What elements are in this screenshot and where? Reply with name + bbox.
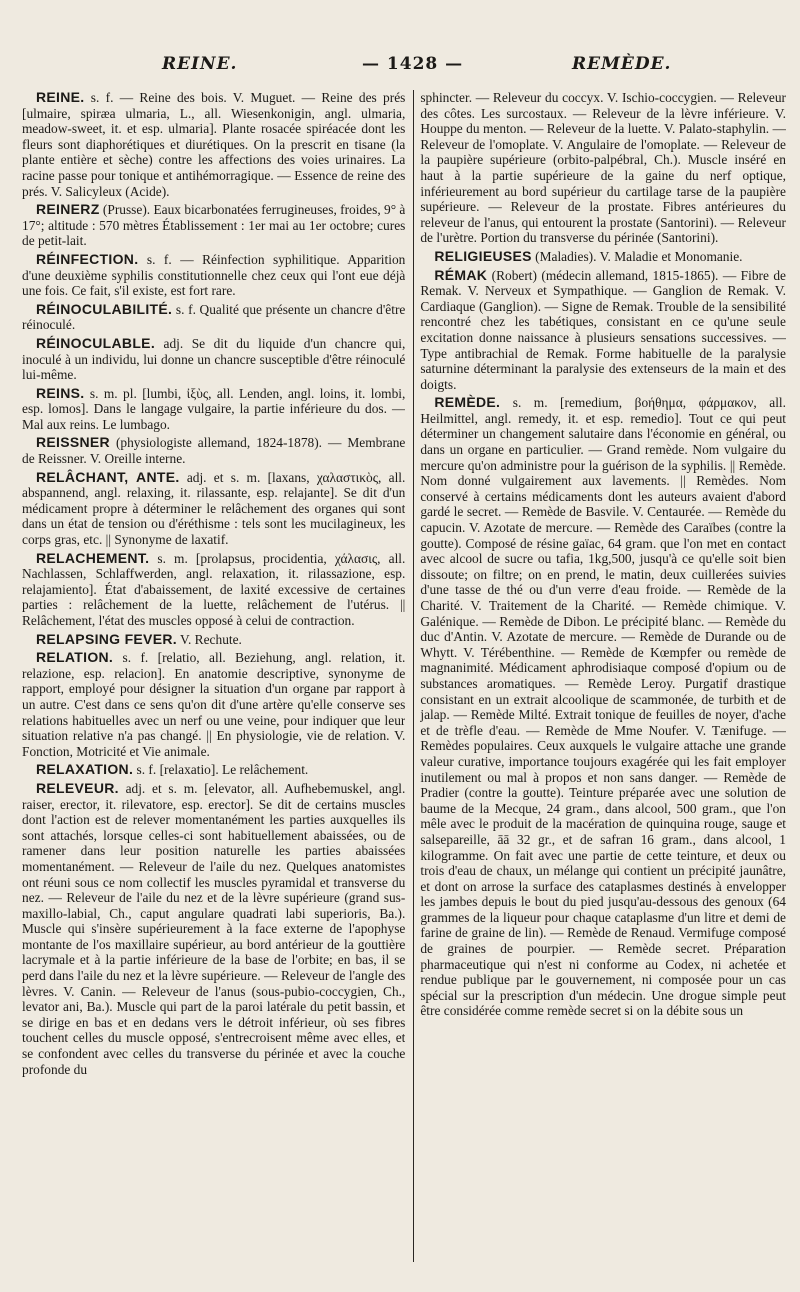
entry-text: s. f. — Réinfection syphilitique. Apparition d'une deuxième syphilis constitutionnelle chez ceux qui l'ont eue déjà une fois. Ce fait, s'il existe, est fort rare. bbox=[22, 251, 406, 299]
dictionary-entry bbox=[22, 650, 405, 759]
entry-headword: RELATION. bbox=[36, 649, 114, 666]
dictionary-entry bbox=[420, 395, 786, 1019]
entry-text: (Robert) (médecin allemand, 1815-1865). — Fibre de Remak. V. Nerveux et Sympathique. — Ganglion de Remak. V. Cardiaque (Ganglion). — Signe de Remak. Trouble de la sensibilité rencontré chez les tabétiques, consistant en ce qu'une seule excitation donne naissance à plusieurs sensations successives. — Type antibrachial de Remak. Forme habituelle de la paralysie saturnine déterminant la paralysie des extenseurs de la main et des doigts. bbox=[420, 267, 786, 392]
left-column bbox=[22, 90, 405, 1262]
dictionary-entry bbox=[22, 336, 405, 383]
entry-headword: RÉINOCULABILITÉ. bbox=[36, 300, 173, 317]
header-left-word: REINE. bbox=[162, 54, 238, 74]
entry-text: adj. Se dit du liquide d'un chancre qui, inoculé à un individu, lui donne un chancre susceptible d'être réinoculé lui-même. bbox=[22, 335, 406, 383]
dictionary-entry bbox=[22, 252, 405, 299]
entry-headword: REINERZ bbox=[36, 201, 100, 218]
entry-headword: RELIGIEUSES bbox=[434, 247, 532, 264]
entry-headword: REINS. bbox=[36, 384, 85, 401]
entry-text: sphincter. — Releveur du coccyx. V. Ischio-coccygien. — Releveur des côtes. Les surcostaux. — Releveur de la lèvre inférieure. V. Houppe du menton. — Releveur de la luette. V. Palato-staphylin. — Releveur de l'omoplate. V. Angulaire de l'omoplate. — Releveur de la paupière supérieure (orbito-palpébral, Ch.). Muscle inséré en haut à la partie supérieure de la gaine du nerf optique, inférieurement au bord supérieur du cartilage tarse de la paupière supérieure. — Releveur de la prostate. Fibres antérieures du releveur de l'anus, qui entourent la prostate (Santorini). — Releveur de l'urètre. Portion du transverse du périnée (Santorini). bbox=[420, 90, 786, 246]
dictionary-entry bbox=[22, 435, 405, 466]
entry-headword: RELEVEUR. bbox=[36, 779, 119, 796]
dictionary-entry bbox=[22, 762, 405, 778]
dictionary-entry bbox=[22, 551, 405, 629]
dictionary-entry bbox=[22, 781, 405, 1077]
entry-text: s. m. pl. [lumbi, ἰξὺς, all. Lenden, angl. loins, it. lombi, esp. lomos]. Dans le langage vulgaire, la partie inférieure du dos. — Mal aux reins. Le lumbago. bbox=[22, 385, 406, 432]
dictionary-entry bbox=[22, 386, 405, 433]
entry-text: s. f. — Reine des bois. V. Muguet. — Reine des prés [ulmaire, spiræa ulmaria, L., all. Wiesenkonigin, angl. ulmaria, meadow-sweet, it. et esp. ulmaria]. Plante rosacée spiréacée dont les fleurs sont diaphorétiques et diurétiques. On la prescrit en tisane (la plante entière et sèche) contre les affections des voies urinaires. La racine passe pour tonique et antihémorragique. — Essence de reine des prés. V. Salicyleux (Acide). bbox=[22, 90, 406, 199]
entry-headword: REINE. bbox=[36, 90, 85, 105]
dictionary-entry bbox=[22, 302, 405, 333]
entry-text: adj. et s. m. [elevator, all. Aufhebemuskel, angl. raiser, erector, it. rilevatore, esp. erector]. Se dit de certains muscles dont l'action est de relever momentanément les parties auxquelles ils sont attachés, lorsque celles-ci sont habituellement abaissées, ou de ramener dans leur position naturelle les parties abaissées momentanément. — Releveur de l'aile du nez. Quelques anatomistes ont réuni sous ce nom collectif les muscles pyramidal et transverse du nez. — Releveur de l'aile du nez et de la lèvre supérieure (grand sus-maxillo-labial, Ch., caput angulare quadrati labi superioris, Ba.). Muscle qui s'insère supérieurement à la face externe de l'apophyse montante de l'os maxillaire supérieur, au bord antérieur de la gouttière lacrymale et à la partie inférieure de la base de l'orbite; en bas, il se perd dans l'aile du nez et la lèvre supérieure. — Releveur de l'angle des lèvres. V. Canin. — Releveur de l'anus (sous-pubio-coccygien, Ch., levator ani, Ba.). Muscle qui part de la paroi latérale du petit bassin, et se dirige en bas et en dedans vers le détroit inférieur, où ses fibres touchent celles du muscle opposé, s'entrecroisent même avec elles, et se confondent avec celles du transverse du périnée et avec la couche profonde du bbox=[22, 780, 406, 1077]
dictionary-entry bbox=[22, 202, 405, 249]
entry-headword: REISSNER bbox=[36, 434, 110, 451]
dictionary-entry bbox=[420, 268, 786, 393]
entry-text: adj. et s. m. [laxans, χαλαστικὸς, all. abspannend, angl. relaxing, it. rilassante, esp. relajante]. Se dit d'un médicament propre à déterminer le relâchement des organes qui sont dans un état de tension ou d'éréthisme : tels sont les mucilagineux, les corps gras, etc. || Synonyme de laxatif. bbox=[22, 469, 406, 548]
entry-text: (physiologiste allemand, 1824-1878). — Membrane de Reissner. V. Oreille interne. bbox=[22, 435, 406, 467]
entry-headword: RÉINFECTION. bbox=[36, 250, 139, 267]
entry-text: s. f. [relatio, all. Beziehung, angl. relation, it. relazione, esp. relacion]. En anatomie descriptive, synonyme de rapport, employé pour désigner la situation d'un organe par rapport à un autre. C'est dans ce sens qu'on dit d'une artère qu'elle conserve ses relations habituelles avec un nerf ou une veine, pour indiquer que leur situation relative n'a pas changé. || En physiologie, vie de relation. V. Fonction, Motricité et Vie animale. bbox=[22, 650, 406, 759]
entry-text: s. f. [relaxatio]. Le relâchement. bbox=[133, 762, 309, 778]
entry-headword: RELAXATION. bbox=[36, 761, 134, 778]
header-right-word: REMÈDE. bbox=[572, 54, 672, 74]
entry-headword: RELÂCHANT, ANTE. bbox=[36, 468, 180, 485]
entry-text: V. Rechute. bbox=[176, 631, 242, 647]
entry-headword: RELAPSING FEVER. bbox=[36, 630, 177, 647]
entry-text: s. m. [prolapsus, procidentia, χάλασις, all. Nachlassen, Schlaffwerden, angl. relaxation, it. rilassazione, esp. relajamiento]. État d'abaissement, de laxité excessive de certaines parties : relâchement de la luette, relâchement de l'utérus. || Relâchement, l'état des muscles opposé à celui de contraction. bbox=[22, 550, 406, 628]
right-column bbox=[420, 90, 786, 1262]
entry-text: (Maladies). V. Maladie et Monomanie. bbox=[531, 248, 743, 264]
dictionary-entry bbox=[22, 90, 405, 199]
dictionary-entry bbox=[22, 632, 405, 648]
dictionary-entry bbox=[420, 249, 786, 265]
entry-text: s. f. Qualité que présente un chancre d'être réinoculé. bbox=[22, 301, 406, 333]
entry-headword: RÉINOCULABLE. bbox=[36, 334, 156, 351]
entry-headword: RELACHEMENT. bbox=[36, 549, 150, 566]
column-divider bbox=[413, 90, 414, 1262]
dictionary-entry bbox=[22, 470, 405, 548]
running-header bbox=[22, 54, 786, 84]
entry-headword: REMÈDE. bbox=[434, 394, 501, 411]
entry-text: s. m. [remedium, βοήθημα, φάρμακον, all. Heilmittel, angl. remedy, it. et esp. remedio]. Tout ce qui peut déterminer un changement salutaire dans l'économie en général, ou dans un organe en particulier. — Grand remède. Nom vulgaire du mercure qu'on administre pour la guérison de la syphilis. || Remède. Nom donné vulgairement aux lavements. || Remèdes. Nom conservé à certains médicaments dont les auteurs avaient d'abord gardé le secret. — Remède de Basvile. V. Centaurée. — Remède du capucin. V. Azotate de mercure. — Remède des Caraïbes (contre la goutte). Composé de résine gaïac, 64 gram. que l'on met en contact avec alcool de sucre ou tafia, 1kg,500, jusqu'à ce qu'elle soit bien dissoute; on filtre; on en prend, le matin, deux cuillerées suivies d'une tasse de thé ou d'un verre d'eau froide. — Remède de la Charité. V. Traitement de la Charité. — Remède chimique. V. Galénique. — Remède de Dibon. Le précipité blanc. — Remède du duc d'Antin. V. Azotate de mercure. — Remède de Durande ou de Whytt. V. Térébenthine. — Remède de Kœmpfer ou remède de magnanimité. Médicament aphrodisiaque composé d'opium ou de substances aromatiques. — Remède Leroy. Purgatif drastique consistant en un extrait alcoolique de scammonée, de turbith et de jalap. — Remède Milté. Extrait tonique de feuilles de noyer, d'ache et de trèfle d'eau. — Remède de Mme Noufer. V. Tænifuge. — Remèdes populaires. Ceux auxquels le vulgaire attache une grande valeur curative, importance toujours exagérée qui les fait employer inutilement ou mal à propos et non sans danger. — Remède de Pradier (contre la goutte). Teinture préparée avec une solution de baume de la Mecque, 24 gram., dans alcool, 500 gram., que l'on mêle avec le produit de la macération de quinquina rouge, sauge et salsepareille, āā 32 gr., et de safran 16 gram., dans alcool, 1 kilogramme. On fait avec une partie de cette teinture, et deux ou trois d'eau de chaux, un mélange qui contient un précipité jaunâtre, et dont on arrose la surface des cataplasmes destinés à envelopper les jambes depuis le bout du pied jusqu'au-dessous des genoux (64 grammes de la liqueur pour chaque cataplasme d'un litre et demi de farine de graine de lin). — Remède de Renaud. Vermifuge composé de graines de pourpier. — Remède secret. Préparation pharmaceutique qui n'est ni conforme au Codex, ni achetée et rendue publique par le gouvernement, ni composée pour un cas spécial sur la prescription d'un médecin. Une drogue simple peut être considérée comme remède secret si on la débite sous un bbox=[420, 395, 786, 1019]
entry-headword: RÉMAK bbox=[434, 266, 488, 283]
dictionary-entry bbox=[420, 90, 786, 246]
two-column-body bbox=[22, 90, 786, 1262]
entry-text: (Prusse). Eaux bicarbonatées ferrugineuses, froides, 9° à 17°; altitude : 570 mètres Établissement : 1er mai au 1er octobre; cures de petit-lait. bbox=[22, 202, 406, 249]
page-number: — 1428 — bbox=[362, 54, 464, 74]
